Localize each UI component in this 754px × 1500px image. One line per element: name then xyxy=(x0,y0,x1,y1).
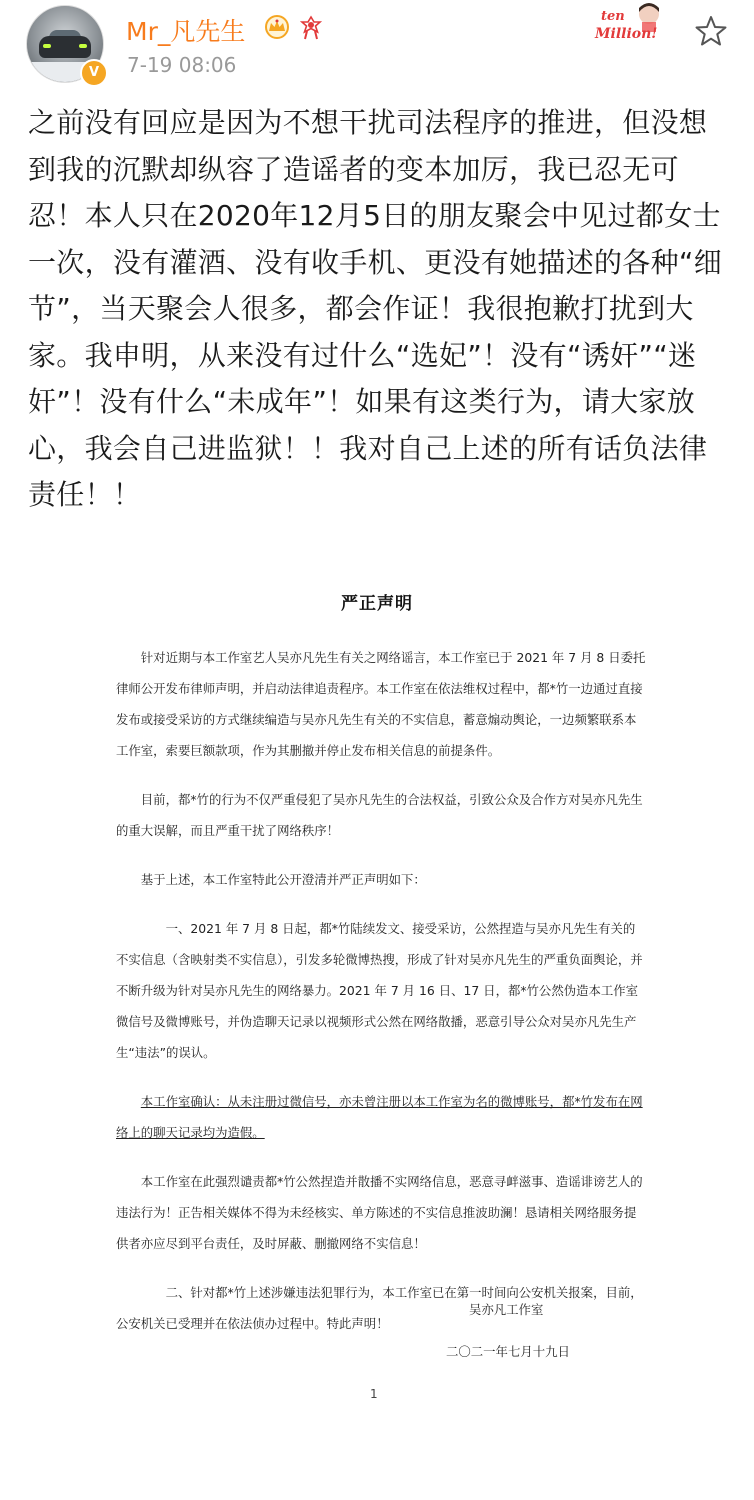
document-title: 严正声明 xyxy=(341,594,413,614)
document-paragraph: 针对近期与本工作室艺人吴亦凡先生有关之网络谣言，本工作室已于 2021 年 7 月 8 日委托律师公开发布律师声明，并启动法律追责程序。本工作室在依法维权过程中，都*竹一边通过直接发布或接受采访的方式继续编造与吴亦凡先生有关的不实信息，蓄意煽动舆论，一边频繁联系本工作室，索要巨额款项，作为其删撤并停止发布相关信息的前提条件。 xyxy=(116,650,646,758)
document-body xyxy=(116,642,646,1357)
username[interactable]: Mr_凡先生 xyxy=(126,17,246,46)
badge-line2: Million! xyxy=(595,26,658,42)
signature-date: 二〇二一年七月十九日 xyxy=(446,1344,570,1359)
crown-icon xyxy=(263,15,291,39)
fan-badge-icon xyxy=(297,13,325,41)
document-paragraph: 二、针对都*竹上述涉嫌违法犯罪行为，本工作室已在第一时间向公安机关报案，目前，公安机关已受理并在依法侦办过程中。特此声明！ xyxy=(116,1285,643,1331)
verified-badge-icon: V xyxy=(80,59,108,87)
document-paragraph: 本工作室在此强烈谴责都*竹公然捏造并散播不实网络信息，恶意寻衅滋事、造谣诽谤艺人的违法行为！正告相关媒体不得为未经核实、单方陈述的不实信息推波助澜！恳请相关网络服务提供者亦应尽到平台责任，及时屏蔽、删撤网络不实信息！ xyxy=(116,1174,643,1251)
statement-document-image xyxy=(0,520,754,1500)
document-paragraph: 一、2021 年 7 月 8 日起，都*竹陆续发文、接受采访，公然捏造与吴亦凡先生有关的不实信息（含映射类不实信息），引发多轮微博热搜，形成了针对吴亦凡先生的严重负面舆论，并不断升级为针对吴亦凡先生的网络暴力。2021 年 7 月 16 日、17 日，都*竹公然伪造本工作室微信号及微博账号，并伪造聊天记录以视频形式公然在网络散播，恶意引导公众对吴亦凡先生产生“违法”的误认。 xyxy=(116,921,643,1060)
badge-line1: ten xyxy=(601,9,625,24)
post-text: 之前没有回应是因为不想干扰司法程序的推进，但没想到我的沉默却纵容了造谣者的变本加厉，我已忍无可忍！本人只在2020年12月5日的朋友聚会中见过都女士一次，没有灌酒、没有收手机、更没有她描述的各种“细节”，当天聚会人很多，都会作证！我很抱歉打扰到大家。我申明，从来没有过什么“选妃”！没有“诱奸”“迷奸”！没有什么“未成年”！如果有这类行为，请大家放心，我会自己进监狱！！我对自己上述的所有话负法律责任！！ xyxy=(28,106,723,511)
document-paragraph: 目前，都*竹的行为不仅严重侵犯了吴亦凡先生的合法权益，引致公众及合作方对吴亦凡先生的重大误解，而且严重干扰了网络秩序！ xyxy=(116,792,643,838)
avatar[interactable] xyxy=(26,5,106,85)
document-paragraph: 基于上述，本工作室特此公开澄清并严正声明如下： xyxy=(140,872,426,887)
post-timestamp: 7-19 08:06 xyxy=(127,53,237,77)
ten-million-badge-icon[interactable] xyxy=(587,0,675,48)
post-header xyxy=(0,0,754,95)
star-outline-icon[interactable] xyxy=(694,14,728,48)
signature-org: 吴亦凡工作室 xyxy=(469,1302,544,1317)
page-number: 1 xyxy=(370,1387,378,1401)
document-paragraph-underlined: 本工作室确认：从未注册过微信号，亦未曾注册以本工作室为名的微博账号，都*竹发布在网络上的聊天记录均为造假。 xyxy=(116,1094,643,1140)
